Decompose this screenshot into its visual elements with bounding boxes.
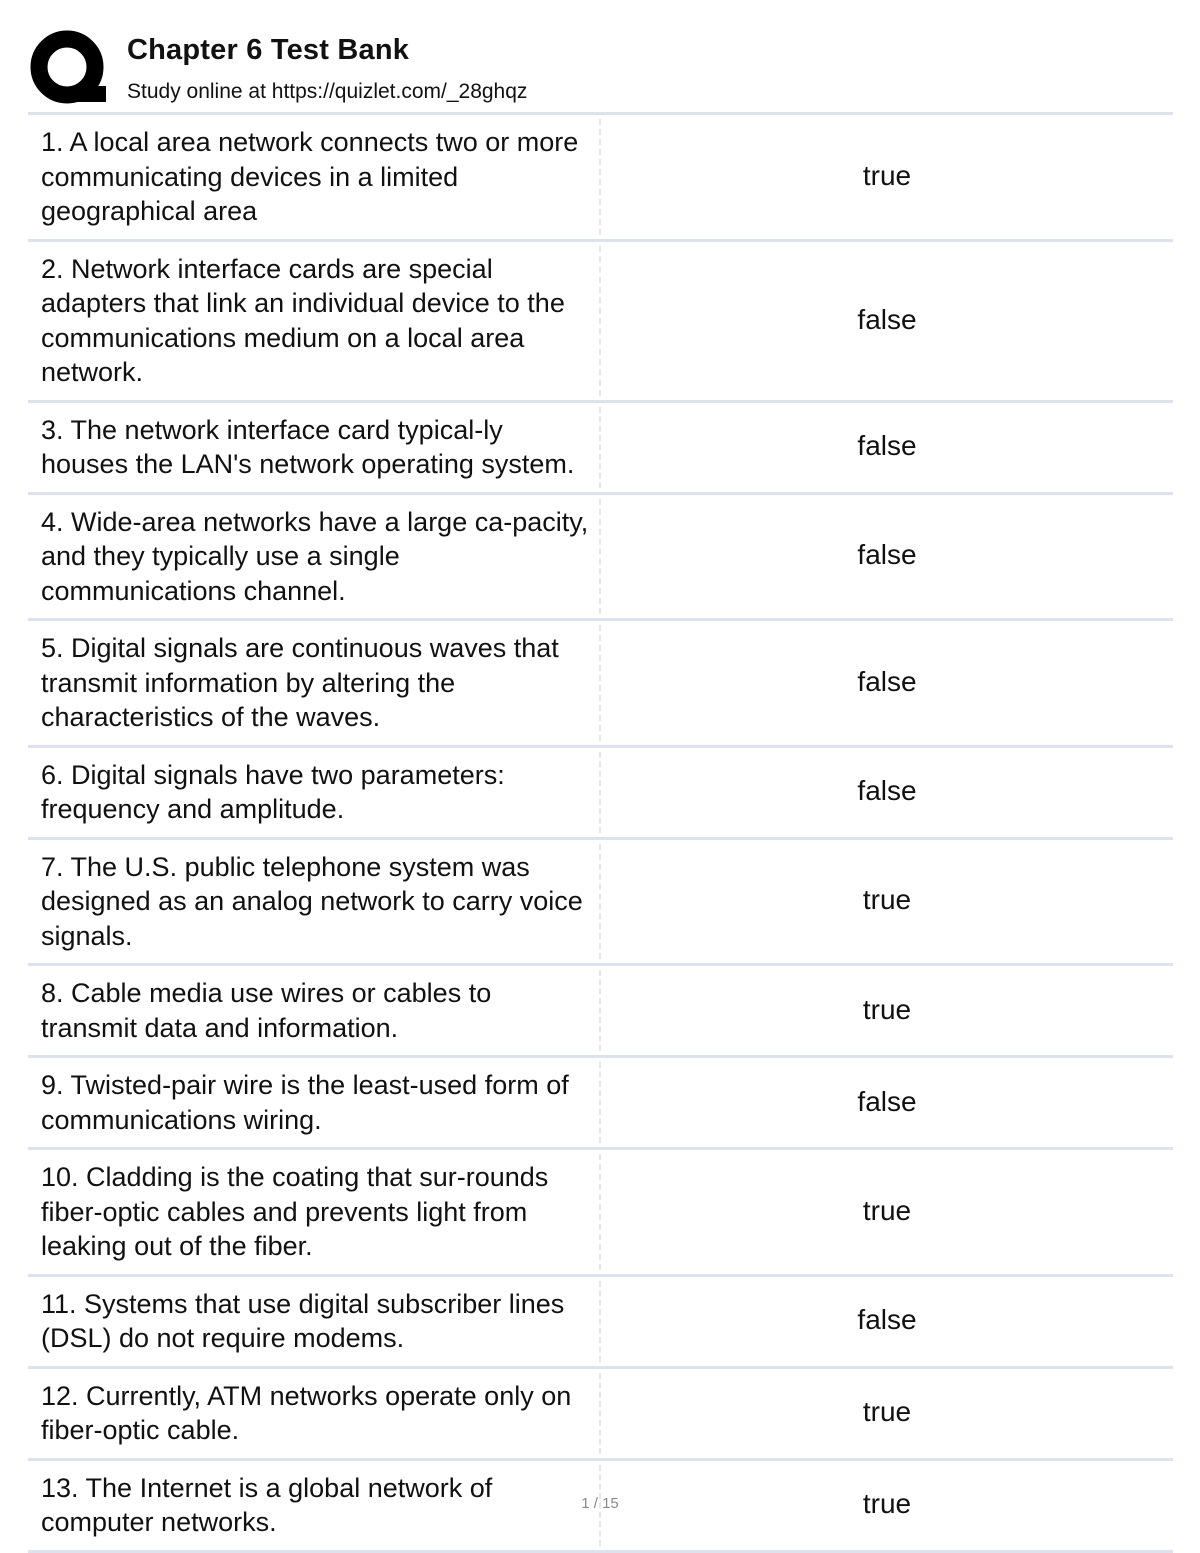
answer-text: true [862, 159, 912, 191]
table-row [28, 403, 1173, 495]
question-text: 11. Systems that use digital subscriber lines (DSL) do not require modems. [28, 1281, 601, 1362]
question-answer-table [28, 112, 1173, 1553]
answer-text: true [862, 993, 912, 1025]
table-row [28, 1150, 1173, 1277]
quizlet-q-logo-icon [30, 30, 108, 108]
question-text: 5. Digital signals are continuous waves that transmit information by altering the characteristics of the waves. [28, 625, 601, 741]
table-row [28, 242, 1173, 403]
question-text: 12. Currently, ATM networks operate only on fiber-optic cable. [28, 1373, 601, 1454]
table-row [28, 748, 1173, 840]
page-title: Chapter 6 Test Bank [127, 34, 410, 66]
question-text: 4. Wide-area networks have a large ca-pacity, and they typically use a single communications channel. [28, 499, 601, 615]
question-text: 13. The Internet is a global network of computer networks. [28, 1465, 601, 1546]
answer-text: true [862, 1488, 912, 1519]
answer-text: false [857, 1304, 917, 1335]
table-row [28, 495, 1173, 622]
page-subtitle: Study online at https://quizlet.com/_28ghqz [127, 80, 528, 103]
table-row [28, 621, 1173, 748]
answer-text: false [857, 430, 917, 461]
table-row [28, 1277, 1173, 1369]
table-row [28, 1369, 1173, 1461]
answer-text: false [857, 665, 917, 697]
page-header [30, 28, 1170, 110]
page-indicator: 1 / 15 [581, 1495, 619, 1512]
question-text: 9. Twisted-pair wire is the least-used form of communications wiring. [28, 1062, 601, 1143]
answer-text: true [862, 884, 912, 916]
answer-text: false [857, 303, 917, 335]
question-text: 10. Cladding is the coating that sur-rounds fiber-optic cables and prevents light from leaking out of the fiber. [28, 1154, 601, 1270]
table-row [28, 1058, 1173, 1150]
answer-text: false [857, 775, 917, 806]
question-text: 8. Cable media use wires or cables to transmit data and information. [28, 970, 601, 1051]
answer-text: false [857, 539, 917, 571]
answer-text: false [857, 1085, 917, 1117]
answer-text: true [862, 1396, 912, 1427]
question-text: 2. Network interface cards are special adapters that link an individual device to the communications medium on a local area network. [28, 246, 601, 396]
question-text: 3. The network interface card typical-ly houses the LAN's network operating system. [28, 407, 601, 488]
answer-text: true [862, 1194, 912, 1226]
table-row [28, 115, 1173, 242]
table-row [28, 966, 1173, 1058]
question-text: 7. The U.S. public telephone system was designed as an analog network to carry voice signals. [28, 844, 601, 960]
question-text: 1. A local area network connects two or more communicating devices in a limited geographical area [28, 119, 601, 235]
question-text: 6. Digital signals have two parameters: frequency and amplitude. [28, 752, 601, 833]
table-row [28, 840, 1173, 967]
